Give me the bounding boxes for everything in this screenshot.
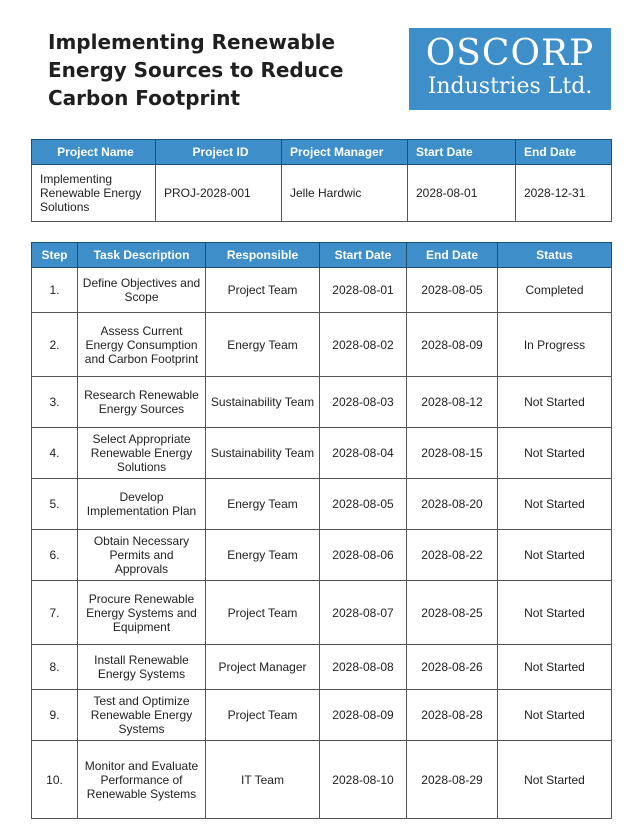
title-line: Energy Sources to Reduce	[48, 58, 344, 82]
step-cell: 1.	[32, 268, 78, 313]
step-cell: 3.	[32, 377, 78, 428]
table-row	[32, 581, 612, 645]
start-date-cell: 2028-08-07	[320, 581, 407, 645]
col-header: End Date	[407, 243, 498, 268]
project-start-date: 2028-08-01	[408, 165, 516, 222]
responsible-cell: Project Team	[206, 268, 320, 313]
responsible-cell: Energy Team	[206, 313, 320, 377]
start-date-cell: 2028-08-09	[320, 690, 407, 741]
title-line: Implementing Renewable	[48, 30, 336, 54]
col-header: Step	[32, 243, 78, 268]
table-row	[32, 479, 612, 530]
col-header: Start Date	[320, 243, 407, 268]
step-cell: 8.	[32, 645, 78, 690]
step-cell: 5.	[32, 479, 78, 530]
responsible-cell: Sustainability Team	[206, 377, 320, 428]
table-row	[32, 165, 612, 222]
task-cell: Research Renewable Energy Sources	[78, 377, 206, 428]
task-table	[31, 242, 612, 819]
step-cell: 2.	[32, 313, 78, 377]
col-header: End Date	[516, 140, 612, 165]
project-info-table	[31, 139, 612, 222]
col-header: Project ID	[156, 140, 282, 165]
start-date-cell: 2028-08-10	[320, 741, 407, 819]
col-header: Start Date	[408, 140, 516, 165]
status-cell: Not Started	[498, 530, 612, 581]
responsible-cell: Energy Team	[206, 479, 320, 530]
project-manager: Jelle Hardwic	[282, 165, 408, 222]
col-header: Responsible	[206, 243, 320, 268]
end-date-cell: 2028-08-25	[407, 581, 498, 645]
col-header: Status	[498, 243, 612, 268]
step-cell: 4.	[32, 428, 78, 479]
end-date-cell: 2028-08-22	[407, 530, 498, 581]
project-name: Implementing Renewable Energy Solutions	[32, 165, 156, 222]
project-id: PROJ-2028-001	[156, 165, 282, 222]
logo-name: OSCORP	[425, 33, 595, 74]
table-row	[32, 741, 612, 819]
start-date-cell: 2028-08-05	[320, 479, 407, 530]
end-date-cell: 2028-08-15	[407, 428, 498, 479]
table-row	[32, 313, 612, 377]
col-header: Task Description	[78, 243, 206, 268]
table-row	[32, 690, 612, 741]
task-cell: Assess Current Energy Consumption and Carbon Footprint	[78, 313, 206, 377]
table-row	[32, 645, 612, 690]
step-cell: 7.	[32, 581, 78, 645]
status-cell: Not Started	[498, 690, 612, 741]
end-date-cell: 2028-08-20	[407, 479, 498, 530]
status-cell: Not Started	[498, 581, 612, 645]
task-cell: Develop Implementation Plan	[78, 479, 206, 530]
status-cell: In Progress	[498, 313, 612, 377]
table-header-row	[32, 140, 612, 165]
status-cell: Completed	[498, 268, 612, 313]
responsible-cell: Project Team	[206, 581, 320, 645]
start-date-cell: 2028-08-03	[320, 377, 407, 428]
task-cell: Test and Optimize Renewable Energy Systems	[78, 690, 206, 741]
project-end-date: 2028-12-31	[516, 165, 612, 222]
start-date-cell: 2028-08-02	[320, 313, 407, 377]
table-row	[32, 530, 612, 581]
table-row	[32, 268, 612, 313]
col-header: Project Name	[32, 140, 156, 165]
start-date-cell: 2028-08-04	[320, 428, 407, 479]
responsible-cell: IT Team	[206, 741, 320, 819]
step-cell: 10.	[32, 741, 78, 819]
end-date-cell: 2028-08-05	[407, 268, 498, 313]
task-cell: Procure Renewable Energy Systems and Equipment	[78, 581, 206, 645]
responsible-cell: Energy Team	[206, 530, 320, 581]
end-date-cell: 2028-08-09	[407, 313, 498, 377]
responsible-cell: Sustainability Team	[206, 428, 320, 479]
logo-subtitle: Industries Ltd.	[427, 74, 593, 99]
responsible-cell: Project Manager	[206, 645, 320, 690]
task-cell: Obtain Necessary Permits and Approvals	[78, 530, 206, 581]
end-date-cell: 2028-08-29	[407, 741, 498, 819]
step-cell: 6.	[32, 530, 78, 581]
status-cell: Not Started	[498, 645, 612, 690]
status-cell: Not Started	[498, 741, 612, 819]
table-row	[32, 428, 612, 479]
company-logo	[409, 28, 611, 110]
status-cell: Not Started	[498, 479, 612, 530]
title-line: Carbon Footprint	[48, 86, 241, 110]
end-date-cell: 2028-08-26	[407, 645, 498, 690]
end-date-cell: 2028-08-28	[407, 690, 498, 741]
task-cell: Define Objectives and Scope	[78, 268, 206, 313]
start-date-cell: 2028-08-01	[320, 268, 407, 313]
end-date-cell: 2028-08-12	[407, 377, 498, 428]
step-cell: 9.	[32, 690, 78, 741]
start-date-cell: 2028-08-06	[320, 530, 407, 581]
task-cell: Select Appropriate Renewable Energy Solutions	[78, 428, 206, 479]
page-title	[48, 28, 388, 112]
status-cell: Not Started	[498, 428, 612, 479]
col-header: Project Manager	[282, 140, 408, 165]
task-cell: Monitor and Evaluate Performance of Renewable Systems	[78, 741, 206, 819]
status-cell: Not Started	[498, 377, 612, 428]
table-row	[32, 377, 612, 428]
table-header-row	[32, 243, 612, 268]
task-cell: Install Renewable Energy Systems	[78, 645, 206, 690]
responsible-cell: Project Team	[206, 690, 320, 741]
start-date-cell: 2028-08-08	[320, 645, 407, 690]
